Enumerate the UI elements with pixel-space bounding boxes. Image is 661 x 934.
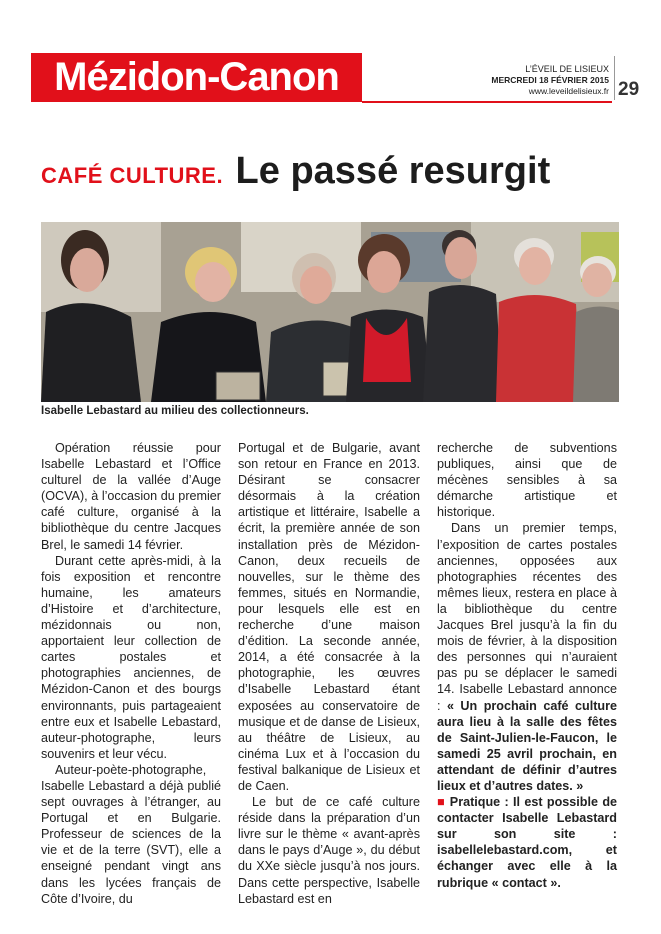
- practical-info-text: Pratique : Il est possible de contacter Isabelle Lebastard sur son site : isabellelebastard.com, et échanger avec elle à la rubrique « contact ».: [437, 795, 618, 890]
- article-paragraph: recherche de subventions publiques, ainsi que de mécènes sensibles à sa démarche artistique et historique.: [437, 441, 617, 520]
- article-column-1: [41, 440, 221, 907]
- headline-kicker: CAFÉ CULTURE.: [41, 163, 224, 188]
- headline: [41, 150, 621, 200]
- square-bullet-icon: ■: [437, 795, 446, 810]
- newspaper-name: L’ÉVEIL DE LISIEUX: [525, 64, 609, 74]
- article-paragraph: Opération réussie pour Isabelle Lebastard et l’Office culturel de la vallée d’Auge (OCVA), à l’occasion du premier café culture, organisé à la bibliothèque du centre Jacques Brel, le samedi 14 février.: [41, 441, 221, 552]
- article-paragraph: [437, 520, 617, 794]
- article-photo: [41, 222, 619, 402]
- photo-caption: Isabelle Lebastard au milieu des collectionneurs.: [41, 405, 309, 417]
- website-link[interactable]: www.leveildelisieux.fr: [528, 86, 609, 96]
- article-column-2: [238, 440, 420, 907]
- page-number: 29: [618, 79, 640, 100]
- article-paragraph: Auteur-poète-photographe, Isabelle Lebastard a déjà publié sept ouvrages à l’étranger, au Portugal et en Bulgarie. Professeur de sciences de la vie et de la terre (SVT), elle a enseigné pendant vingt ans dans les lycées français de Côte d’Ivoire, du: [41, 762, 221, 906]
- headline-title: Le passé resurgit: [235, 150, 551, 192]
- section-title: Mézidon-Canon: [31, 53, 362, 102]
- announcement-quote: « Un prochain café culture aura lieu à la salle des fêtes de Saint-Julien-le-Faucon, le samedi 25 avril prochain, en attendant de définir d’autres lieux et d’autres dates. »: [437, 698, 617, 793]
- practical-info: [437, 794, 617, 891]
- header-rule: [362, 101, 612, 103]
- paragraph-text: Dans un premier temps, l’exposition de cartes postales anciennes, opposées aux photographies récentes des mêmes lieux, restera en place à la bibliothèque du centre Jacques Brel jusqu’à la fin du mois de février, à la disposition des personnes qui n’auraient pas pu se déplacer le samedi 14. Isabelle Lebastard annonce :: [437, 521, 617, 713]
- page-number-divider: [614, 56, 615, 100]
- issue-date: MERCREDI 18 FÉVRIER 2015: [491, 75, 609, 85]
- article-paragraph: Le but de ce café culture réside dans la préparation d’un livre sur le thème « avant-après dans le pays d’Auge », du début du XXe siècle jusqu’à nos jours. Dans cette perspective, Isabelle Lebastard est en: [238, 795, 420, 906]
- publication-info: [491, 64, 609, 97]
- article-paragraph: Portugal et de Bulgarie, avant son retour en France en 2013. Désirant se consacrer désormais à la création artistique et littéraire, Isabelle a écrit, la première année de son installation près de Mézidon-Canon, deux recueils de nouvelles, sur le thème des femmes, situés en Normandie, pour lesquels elle est en recherche d’une maison d’édition. La seconde année, 2014, a été consacrée à la photographie, les œuvres d’Isabelle Lebastard étant exposées au conservatoire de musique et de danse de Lisieux, au théâtre de Lisieux, au cinéma Lux et à l’occasion du festival balkanique de Lisieux et de Caen.: [238, 441, 420, 793]
- article-column-3: [437, 440, 617, 891]
- article-paragraph: Durant cette après-midi, à la fois exposition et rencontre humaine, les amateurs d’Histoire et d’architecture, mézidonnais ou non, apportaient leur collection de cartes postales et photographies anciennes, de Mézidon-Canon et des bourgs environnants, puis partageaient entre eux et Isabelle Lebastard, auteur-photographe, leurs souvenirs et leur vécu.: [41, 553, 221, 761]
